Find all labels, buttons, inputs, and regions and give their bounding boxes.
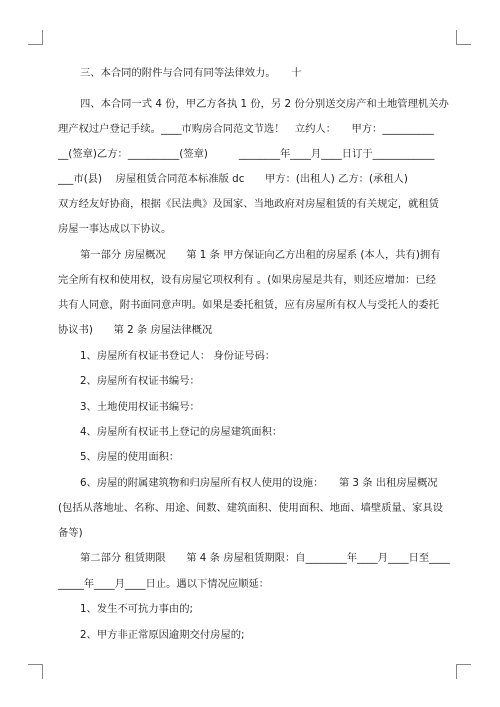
list-item: 5、房屋的使用面积： [80, 451, 180, 463]
paragraph-line: 三、本合同的附件与合同有同等法律效力。 十 [80, 67, 302, 79]
paragraph-line: 共有人同意，附书面同意声明。如果是委托租赁，应有房屋所有权人与受托人的委托 [58, 299, 439, 311]
paragraph-line: (包括从落地址、名称、用途、间数、建筑面积、使用面积、地面、墙壁质量、家具设 [58, 502, 443, 514]
paragraph-line: 协议书) 第 2 条 房屋法律概况 [58, 324, 213, 336]
paragraph-line: 完全所有权和使用权，设有房屋它项权利有 。(如果房屋是共有，则还应增加：已经 [58, 274, 436, 286]
paragraph-line: 理产权过户登记手续。____市购房合同范文节选！ 立约人： 甲方：__________ [58, 123, 434, 135]
paragraph-line: 四、本合同一式 4 份，甲乙方各执 1 份，另 2 份分别送交房产和土地管理机关办 [80, 98, 449, 110]
paragraph-line: 第一部分 房屋概况 第 1 条 甲方保证向乙方出租的房屋系 (本人，共有)拥有 [80, 249, 441, 261]
list-item: 6、房屋的附属建筑物和归房屋所有权人使用的设施： 第 3 条 出租房屋概况 [80, 477, 438, 489]
list-item: 2、甲方非正常原因逾期交付房屋的; [80, 629, 245, 641]
paragraph-line: __(签章)乙方：__________(签章) ________年____月____日订于____________ [58, 148, 435, 160]
paragraph-line: 备等) [58, 527, 83, 539]
paragraph-line: 双方经友好协商，根据《民法典》及国家、当地政府对房屋租赁的有关规定，就租赁 [58, 198, 439, 210]
crop-mark-top-right [456, 30, 471, 45]
paragraph-line: ___市(县) 房屋租赁合同范本标准版 dc 甲方：(出租人) 乙方：(承租人) [58, 173, 408, 185]
list-item: 3、土地使用权证书编号： [80, 401, 200, 413]
list-item: 1、发生不可抗力事由的; [80, 603, 193, 615]
list-item: 4、房屋所有权证书上登记的房屋建筑面积： [80, 426, 283, 438]
crop-mark-bottom-left [28, 664, 43, 679]
list-item: 1、房屋所有权证书登记人： 身份证号码： [80, 350, 276, 362]
paragraph-line: 房屋一事达成以下协议。 [58, 223, 172, 235]
paragraph-line: 第二部分 租赁期限 第 4 条 房屋租赁期限：自________年____月____日至____ [80, 552, 450, 564]
crop-mark-bottom-right [456, 664, 471, 679]
paragraph-line: _____年____月____日止。遇以下情况应顺延： [58, 578, 270, 590]
list-item: 2、房屋所有权证书编号： [80, 375, 200, 387]
crop-mark-top-left [28, 30, 43, 45]
